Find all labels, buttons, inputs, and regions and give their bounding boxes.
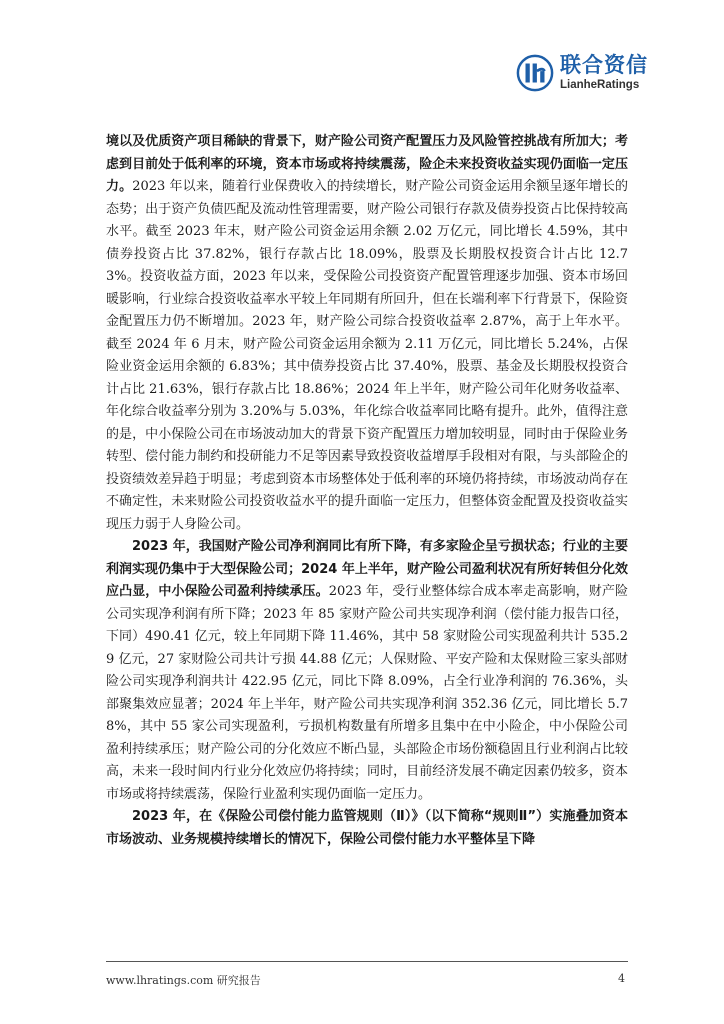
paragraph-profit-body: 2023 年，受行业整体综合成本率走高影响，财产险公司实现净利润有所下降；2023 年 85 家财产险公司共实现净利润（偿付能力报告口径，下同）490.41 亿元，较上年同期下降 11.46%，其中 58 家财险公司实现盈利共计 535.29 亿元，27 家财险公司共计亏损 44.88 亿元；人保财险、平安产险和太保财险三家头部财险公司实现净利润共计 422.95 亿元，同比下降 8.09%，占全行业净利润的 76.36%，头部聚集效应显著；2024 年上半年，财产险公司共实现净利润 352.36 亿元，同比增长 5.78%，其中 55 家公司实现盈利，亏损机构数量有所增多且集中在中小险企，中小保险公司盈利持续承压；财产险公司的分化效应不断凸显，头部险企市场份额稳固且行业利润占比较高，未来一段时间内行业分化效应仍将持续；同时，目前经济发展不确定因素仍较多，资本市场或将持续震荡，保险行业盈利实现仍面临一定压力。 (106, 584, 628, 802)
paragraph-profit (106, 536, 628, 806)
paragraph-investment-body: 2023 年以来，随着行业保费收入的持续增长，财产险公司资金运用余额呈逐年增长的态势；出于资产负债匹配及流动性管理需要，财产险公司银行存款及债券投资占比保持较高水平。截至 2023 年末，财产险公司资金运用余额 2.02 万亿元，同比增长 4.59%，其中债券投资占比 37.82%，银行存款占比 18.09%，股票及长期股权投资合计占比 12.73%。投资收益方面，2023 年以来，受保险公司投资资产配置管理逐步加强、资本市场回暖影响，行业综合投资收益率水平较上年同期有所回升，但在长端利率下行背景下，保险资金配置压力仍不断增加。2023 年，财产险公司综合投资收益率 2.87%，高于上年水平。截至 2024 年 6 月末，财产险公司资金运用余额为 2.11 万亿元，同比增长 5.24%，占保险业资金运用余额的 6.83%；其中债券投资占比 37.40%，股票、基金及长期股权投资合计占比 21.63%，银行存款占比 18.86%；2024 年上半年，财产险公司年化财务收益率、年化综合收益率分别为 3.20%与 5.03%，年化综合收益率同比略有提升。此外，值得注意的是，中小保险公司在市场波动加大的背景下资产配置压力增加较明显，同时由于保险业务转型、偿付能力制约和投研能力不足等因素导致投资收益增厚手段相对有限，与头部险企的投资绩效差异趋于明显；考虑到资本市场整体处于低利率的环境仍将持续，市场波动尚存在不确定性，未来财险公司投资收益水平的提升面临一定压力，但整体资金配置及投资收益实现压力弱于人身险公司。 (106, 179, 628, 532)
paragraph-profit-lead: 2023 年，我国财产险公司净利润同比有所下降，有多家险企呈亏损状态；行业的主要利润实现仍集中于大型保险公司；2024 年上半年，财产险公司盈利状况有所好转但分化效应凸显，中小保险公司盈利持续承压。 (106, 539, 628, 599)
page-number: 4 (618, 972, 625, 985)
paragraph-investment-lead: 境以及优质资产项目稀缺的背景下，财产险公司资产配置压力及风险管控挑战有所加大；考虑到目前处于低利率的环境，资本市场或将持续震荡，险企未来投资收益实现仍面临一定压力。 (106, 134, 628, 194)
lianhe-logo-icon (516, 54, 554, 92)
paragraph-investment (106, 131, 628, 536)
footer-divider (106, 961, 628, 962)
report-body (106, 131, 628, 851)
company-logo (516, 54, 648, 92)
logo-en-text: LianheRatings (560, 78, 640, 91)
logo-cn-text: 联合资信 (560, 52, 648, 77)
paragraph-solvency (106, 806, 628, 851)
paragraph-solvency-lead: 2023 年，在《保险公司偿付能力监管规则（Ⅱ）》（以下简称“规则Ⅱ”）实施叠加资本市场波动、业务规模持续增长的情况下，保险公司偿付能力水平整体呈下降 (106, 809, 628, 847)
footer-site-label: www.lhratings.com 研究报告 (106, 974, 261, 987)
